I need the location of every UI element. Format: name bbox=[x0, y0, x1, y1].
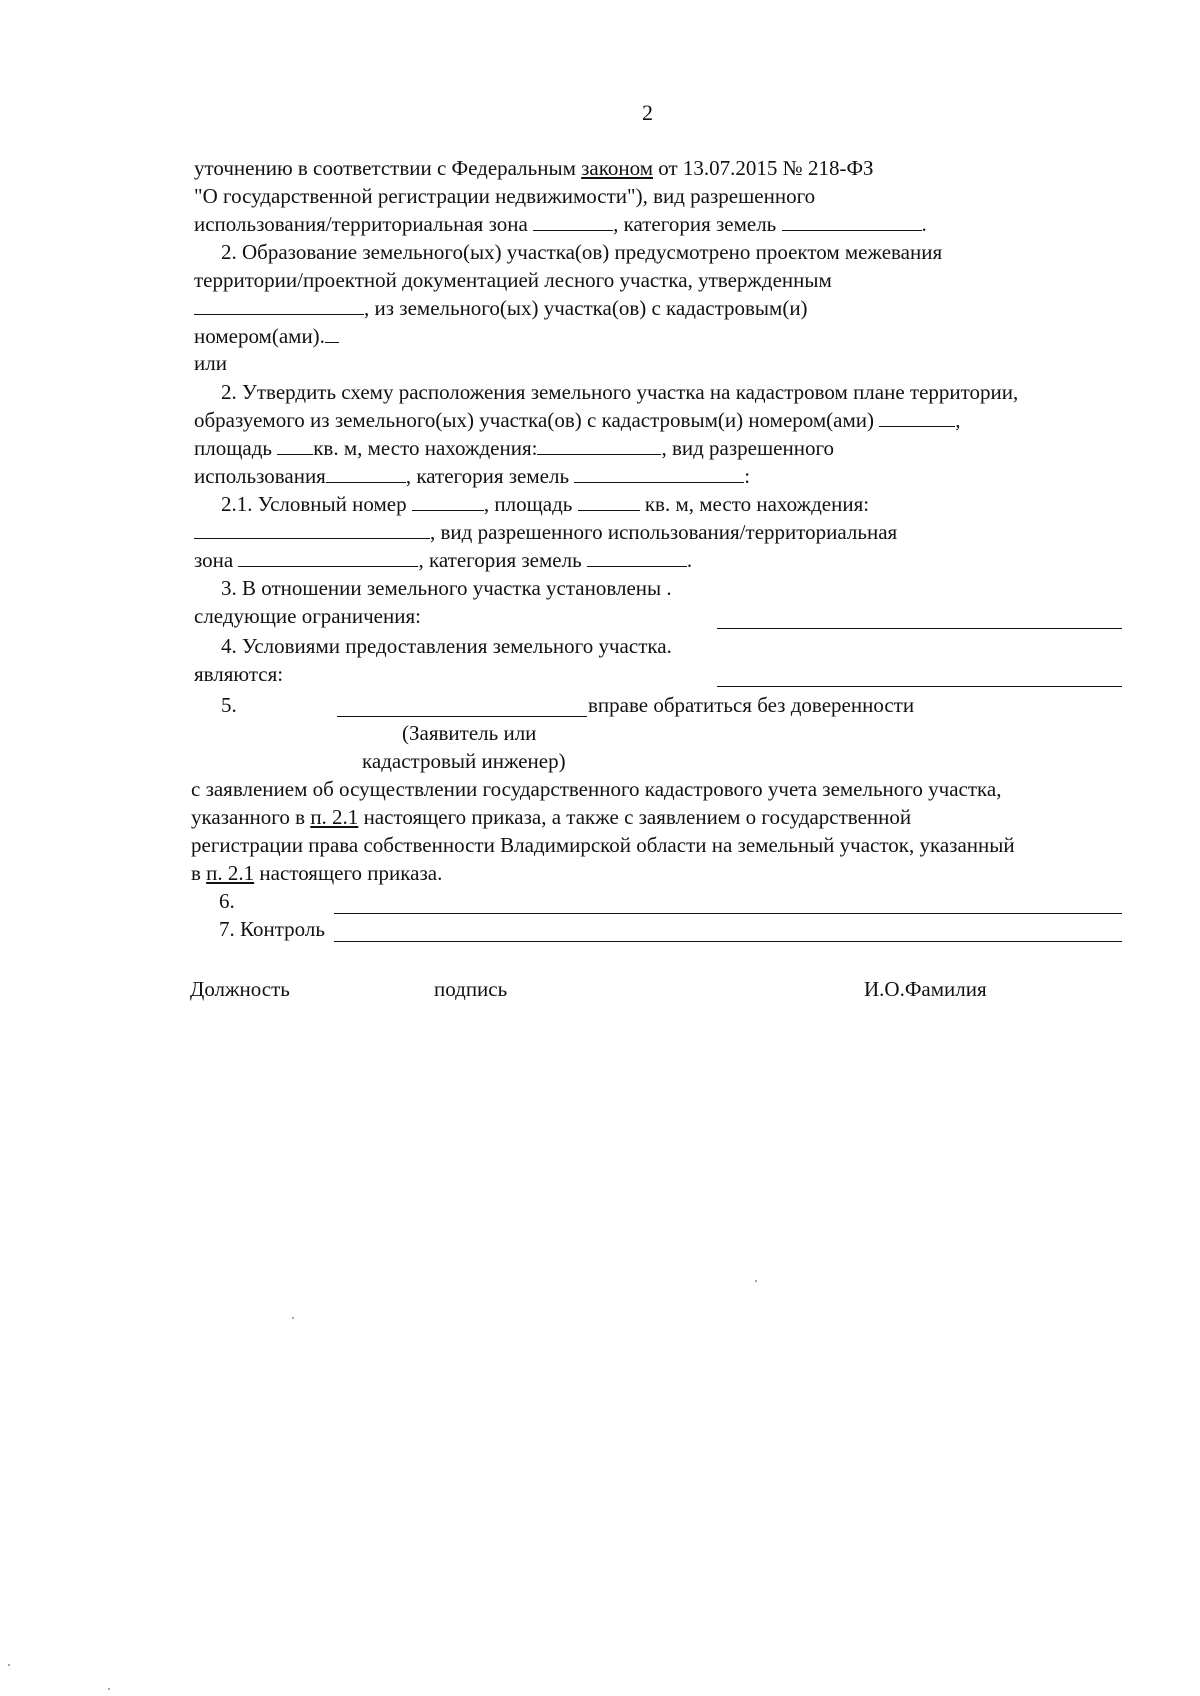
p5-body-4 bbox=[191, 860, 442, 887]
p2b-location-label: кв. м, место нахождения: bbox=[313, 436, 538, 460]
p1-text: уточнению в соответствии с Федеральным bbox=[194, 156, 582, 180]
p6-number: 6. bbox=[219, 889, 235, 913]
p2b-line-2 bbox=[194, 407, 961, 434]
p2a-parcel-text: , из земельного(ых) участка(ов) с кадастровым(и) bbox=[364, 296, 808, 320]
p1-category-label: , категория земель bbox=[613, 212, 782, 236]
p5-hint-1: (Заявитель или bbox=[402, 721, 537, 745]
p2a-number-label: номером(ами) bbox=[194, 324, 320, 348]
scan-speck bbox=[755, 1280, 757, 1282]
p1-line-2: "О государственной регистрации недвижимости"), вид разрешенного bbox=[194, 184, 816, 208]
clause-2-1-link-2[interactable]: п. 2.1 bbox=[206, 861, 255, 885]
p21-period: . bbox=[686, 548, 693, 572]
scan-speck bbox=[292, 1317, 294, 1319]
scan-speck bbox=[8, 1664, 10, 1666]
p1-period: . bbox=[921, 212, 927, 236]
p5-body-1: с заявлением об осуществлении государственного кадастрового учета земельного участка, bbox=[191, 777, 1002, 801]
area-blank[interactable] bbox=[277, 435, 313, 455]
p2b-comma: , bbox=[955, 408, 961, 432]
p1-zone-label: использования/территориальная зона bbox=[194, 212, 534, 236]
p5-line-1: вправе обратиться без доверенности bbox=[588, 693, 915, 717]
p2b-category-blank[interactable] bbox=[574, 463, 744, 483]
signature-name: И.О.Фамилия bbox=[864, 977, 987, 1001]
p21-category-blank[interactable] bbox=[587, 547, 687, 567]
p21-location-label: кв. м, место нахождения: bbox=[639, 492, 870, 516]
signature-position: Должность bbox=[190, 977, 290, 1001]
law-link[interactable]: законом bbox=[581, 156, 654, 180]
p1-text-2: от 13.07.2015 № 218-ФЗ bbox=[653, 156, 874, 180]
restrictions-blank[interactable] bbox=[717, 628, 1122, 629]
or-text: или bbox=[194, 351, 227, 375]
p4-line-2: являются: bbox=[194, 662, 284, 686]
p21-use-text: , вид разрешенного использования/территориальная bbox=[430, 520, 898, 544]
conditions-blank[interactable] bbox=[717, 686, 1122, 687]
p5-body-2-text-2: настоящего приказа, а также с заявлением о государственной bbox=[358, 805, 912, 829]
p2a-line-1: 2. Образование земельного(ых) участка(ов) предусмотрено проектом межевания bbox=[221, 240, 943, 264]
conditional-number-blank[interactable] bbox=[412, 491, 484, 511]
zone-blank[interactable] bbox=[533, 211, 613, 231]
cadastral-number-blank[interactable] bbox=[325, 323, 339, 343]
p2a-line-3 bbox=[194, 295, 808, 322]
p21-zone-blank[interactable] bbox=[238, 547, 418, 567]
p5-number: 5. bbox=[221, 693, 237, 717]
usage-blank[interactable] bbox=[326, 463, 406, 483]
p2b-usage-label: использования bbox=[194, 464, 326, 488]
p1-line-1 bbox=[194, 155, 874, 182]
p2b-line-4 bbox=[194, 463, 750, 490]
item-6-blank[interactable] bbox=[334, 913, 1122, 914]
p2b-line-1: 2. Утвердить схему расположения земельного участка на кадастровом плане территории, bbox=[221, 380, 1019, 404]
p21-zone-label: зона bbox=[194, 548, 239, 572]
applicant-blank[interactable] bbox=[337, 716, 587, 717]
p2a-line-2: территории/проектной документацией лесного участка, утвержденным bbox=[194, 268, 832, 292]
p21-area-label: , площадь bbox=[483, 492, 578, 516]
p21-category-label: , категория земель bbox=[418, 548, 587, 572]
location-blank[interactable] bbox=[537, 435, 661, 455]
p3-line-2: следующие ограничения: bbox=[194, 604, 421, 628]
control-blank[interactable] bbox=[334, 941, 1122, 942]
p2a-period: . bbox=[319, 324, 325, 348]
category-blank[interactable] bbox=[782, 211, 922, 231]
p5-body-4-text: в bbox=[191, 861, 207, 885]
clause-2-1-link[interactable]: п. 2.1 bbox=[310, 805, 359, 829]
p21-location-blank[interactable] bbox=[194, 519, 430, 539]
approval-blank[interactable] bbox=[194, 295, 364, 315]
p2b-use-label: , вид разрешенного bbox=[661, 436, 835, 460]
p2b-source-text: образуемого из земельного(ых) участка(ов) с кадастровым(и) номером(ами) bbox=[194, 408, 880, 432]
p2b-colon: : bbox=[744, 464, 751, 488]
p4-line-1: 4. Условиями предоставления земельного участка. bbox=[221, 634, 672, 658]
source-number-blank[interactable] bbox=[879, 407, 955, 427]
scan-speck bbox=[108, 1688, 110, 1690]
p5-body-2-text: указанного в bbox=[191, 805, 311, 829]
p21-line-1 bbox=[221, 491, 869, 518]
p21-line-2 bbox=[194, 519, 897, 546]
p21-line-3 bbox=[194, 547, 692, 574]
p2b-category-label: , категория земель bbox=[405, 464, 575, 488]
p7-label: 7. Контроль bbox=[219, 917, 325, 941]
p3-line-1: 3. В отношении земельного участка установлены . bbox=[221, 576, 672, 600]
page-number: 2 bbox=[642, 100, 653, 125]
p5-hint-2: кадастровый инженер) bbox=[362, 749, 566, 773]
p21-area-blank[interactable] bbox=[578, 491, 640, 511]
p2b-area-label: площадь bbox=[194, 436, 278, 460]
p5-body-3: регистрации права собственности Владимирской области на земельный участок, указанный bbox=[191, 833, 1015, 857]
p2b-line-3 bbox=[194, 435, 834, 462]
p5-body-2 bbox=[191, 804, 911, 831]
p2a-line-4 bbox=[194, 323, 339, 350]
p1-line-3 bbox=[194, 211, 927, 238]
p5-body-4-text-2: настоящего приказа. bbox=[254, 861, 443, 885]
p21-number-label: 2.1. Условный номер bbox=[221, 492, 412, 516]
signature-sign: подпись bbox=[434, 977, 508, 1001]
